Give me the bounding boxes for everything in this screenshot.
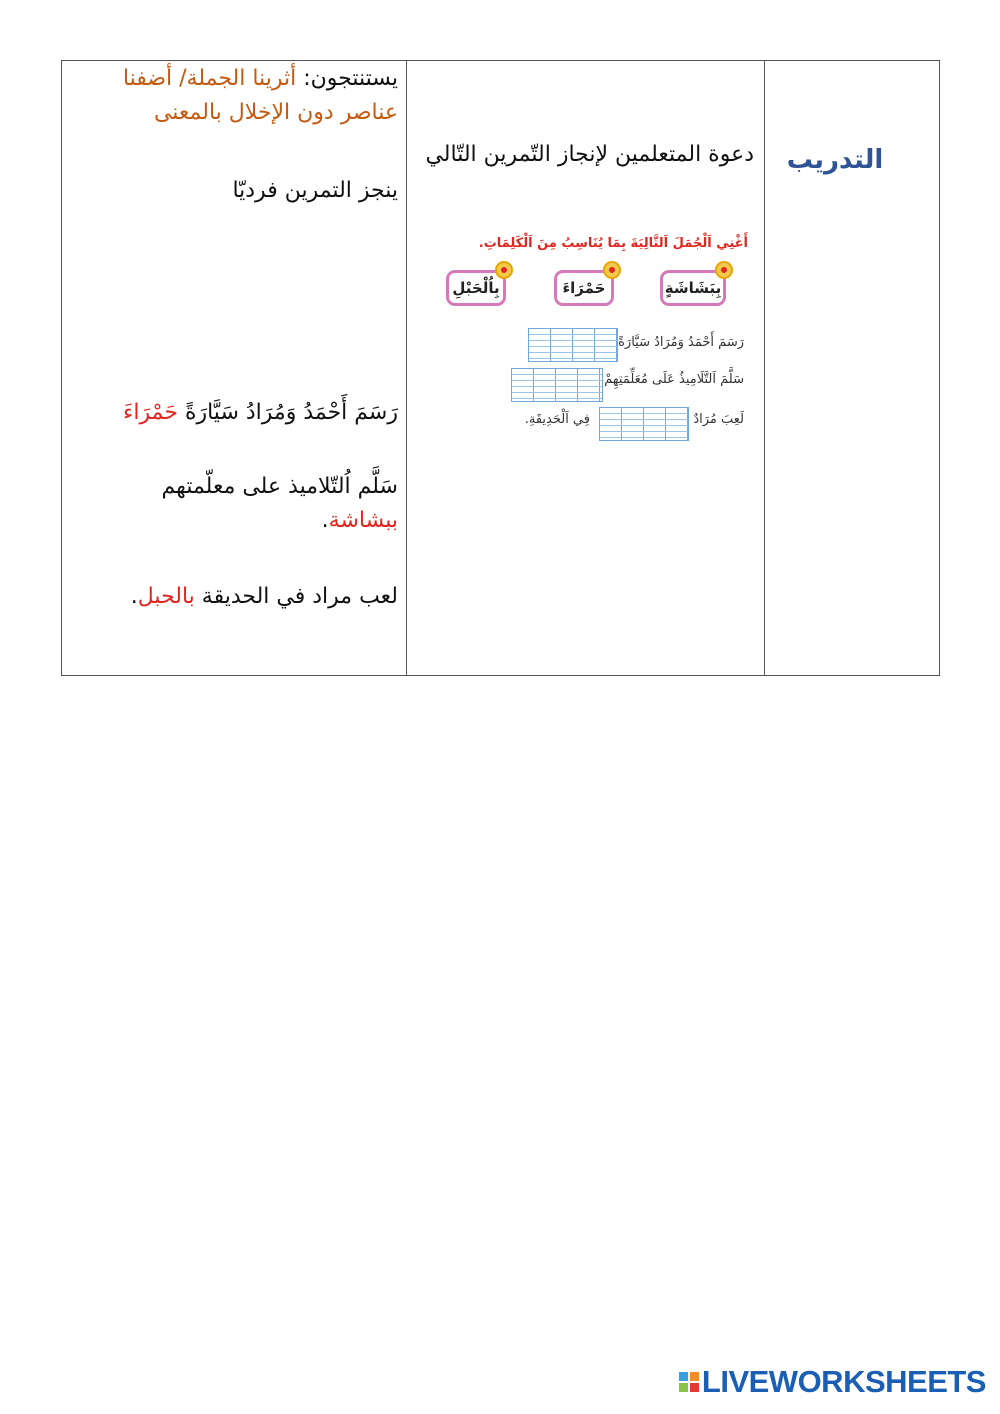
exercise-sentence: فِي اَلْحَدِيقَةِ.: [524, 412, 590, 427]
stage-title: التدريب: [786, 145, 884, 175]
logo-mark-icon: [679, 1372, 699, 1392]
answer-punctuation: .: [321, 508, 329, 533]
conclusion-text: أثرينا الجملة/ أضفنا عناصر دون الإخلال بالمعنى: [122, 66, 398, 125]
exercise-sentence: رَسَمَ أَحْمَدُ وَمُرَادُ سَيَّارَةً: [618, 335, 744, 350]
answer-punctuation: .: [130, 584, 138, 609]
answer-text: سَلَّم اُلتّلاميذ على معلّمتهم: [161, 474, 398, 499]
answer-sentence: [80, 470, 398, 538]
word-card-label: بِاُلْحَبْلِ: [452, 279, 500, 297]
answer-text: رَسَمَ أَحْمَدُ وَمُرَادُ سَيَّارَةً: [177, 400, 398, 425]
writing-grid: [528, 328, 618, 362]
exercise-image: [420, 230, 754, 460]
flower-icon: [715, 261, 733, 279]
liveworksheets-logo: [679, 1364, 986, 1400]
conclusion-label: يستنتجون:: [296, 66, 398, 91]
word-card-label: بِبَشَاشَةٍ: [664, 279, 722, 297]
column-divider-right: [764, 61, 765, 675]
answer-word: بالحبل: [137, 584, 195, 609]
writing-grid: [599, 407, 689, 441]
flower-icon: [603, 261, 621, 279]
answer-word: حَمْرَاءَ: [123, 400, 178, 425]
learner-individual-work: ينجز التمرين فرديّا: [232, 178, 398, 203]
column-divider-left: [406, 61, 407, 675]
word-card: [660, 270, 726, 306]
exercise-instruction: أَغْنِي اَلْجُمَلَ اَلتَّالِيَةَ بِمَا يُنَاسِبُ مِنَ اَلْكَلِمَاتِ.: [478, 236, 748, 251]
brand-name: LIVEWORKSHEETS: [701, 1364, 986, 1399]
teacher-instruction: دعوة المتعلمين لإنجاز التّمرين التّالي: [425, 142, 754, 167]
writing-grid: [511, 368, 603, 402]
learner-conclusion: [80, 62, 398, 130]
word-card-label: حَمْرَاءَ: [562, 279, 606, 297]
flower-icon: [495, 261, 513, 279]
exercise-sentence: سَلَّمَ اَلتَّلَامِيذُ عَلَى مُعَلِّمَتِهِمْ: [604, 372, 744, 387]
exercise-sentence: لَعِبَ مُرَادٌ: [693, 412, 744, 427]
answer-text: لعب مراد في الحديقة: [194, 584, 398, 609]
answer-sentence: [80, 396, 398, 430]
answer-word: ببشاشة: [328, 508, 398, 533]
word-card: [554, 270, 614, 306]
answer-sentence: [80, 580, 398, 614]
word-card: [446, 270, 506, 306]
